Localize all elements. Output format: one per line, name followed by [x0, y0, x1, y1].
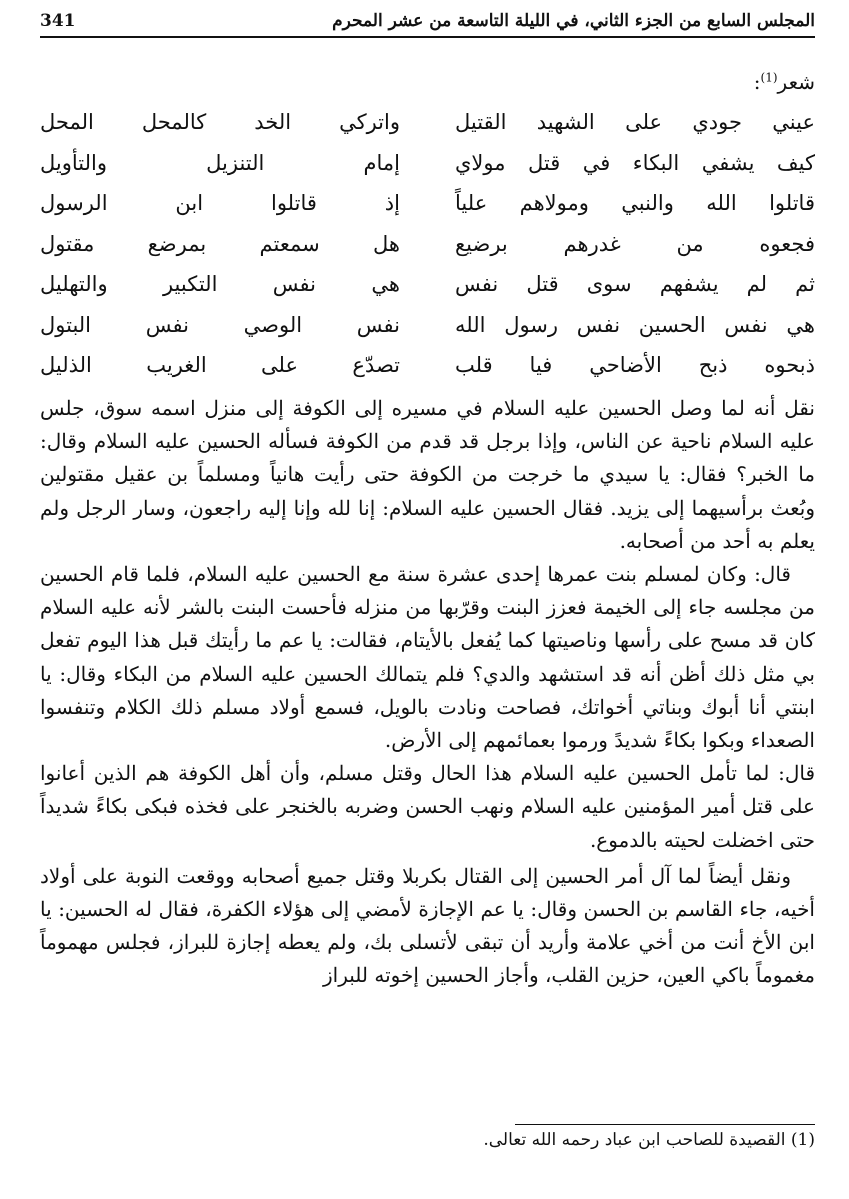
poem — [40, 110, 815, 394]
paragraph: قال: وكان لمسلم بنت عمرها إحدى عشرة سنة مع الحسين عليه السلام، فلما قام الحسين من مجلسه جاء إلى الخيمة فعزز البنت وقرّبها من منزله فأحست البنت بالشر لأنه عليه السلام كان قد مسح على رأسها وناصيتها كما يُفعل بالأيتام، فقالت: يا عم ما رأيتك قبل هذا اليوم تفعل بي مثل ذلك أظن أنه قد استشهد والدي؟ فلم يتمالك الحسين عليه السلام من البكاء وقال: يا ابنتي أنا أبوك وبناتي أخواتك، فصاحت ونادت بالويل، فسمع أولاد مسلم ذلك الكلام وتنفسوا الصعداء وبكوا بكاءً شديدً ورموا بعمائمهم إلى الأرض. — [40, 562, 815, 753]
hemistich-left: إذ قاتلوا ابن الرسول — [40, 191, 400, 215]
paragraph: نقل أنه لما وصل الحسين عليه السلام في مسيره إلى الكوفة إلى منزل اسمه سوق، جلس عليه السلام ناحية عن الناس، وإذا برجل قد قدم من الكوفة فسأله الحسين عليه السلام وقال: ما الخبر؟ فقال: يا سيدي ما خرجت من الكوفة حتى رأيت هانياً ومسلماً بن عقيل مقتولين وبُعث برأسيهما إلى يزيد. فقال الحسين عليه السلام: إنا لله وإنا إليه راجعون، وسار الرجل ولم يعلم به أحد من أصحابه. — [40, 396, 815, 553]
footnote — [483, 1130, 815, 1150]
hemistich-right: قاتلوا الله والنبي ومولاهم علياً — [455, 191, 815, 215]
page-number: 341 — [40, 11, 76, 31]
hemistich-right: ذبحوه ذبح الأضاحي فيا قلب — [455, 353, 815, 377]
hemistich-right: هي نفس الحسين نفس رسول الله — [455, 312, 815, 337]
footnote-divider — [515, 1124, 815, 1125]
verse — [40, 353, 815, 394]
footnote-marker: (1) — [790, 1130, 815, 1150]
hemistich-right: فجعوه من غدرهم برضيع — [455, 231, 815, 256]
paragraph: ونقل أيضاً لما آل أمر الحسين إلى القتال بكربلا وقتل جميع أصحابه ووقعت النوبة على أولاد أخيه، جاء القاسم بن الحسن وقال: يا عم الإجازة لأمضي إلى هؤلاء الكفرة، فقال له الحسين: يا ابن الأخ أنت من أخي علامة وأريد أن تبقى لأتسلى بك، ولم يعطه إجازة للبراز، فجلس مهموماً مغموماً باكي العين، حزين القلب، وأجاز الحسين إخوته للبراز — [40, 863, 815, 988]
footnote-text: القصيدة للصاحب ابن عباد رحمه الله تعالى. — [483, 1130, 786, 1150]
hemistich-right: ثم لم يشفهم سوى قتل نفس — [455, 272, 815, 296]
verse — [40, 232, 815, 273]
verse — [40, 191, 815, 232]
header-title: المجلس السابع من الجزء الثاني، في الليلة التاسعة من عشر المحرم — [332, 11, 815, 31]
hemistich-right: عيني جودي على الشهيد القتيل — [455, 110, 815, 134]
hemistich-left: إمام التنزيل والتأويل — [40, 150, 400, 175]
verse — [40, 151, 815, 192]
body-text — [40, 392, 815, 993]
hemistich-left: واتركي الخد كالمحل المحل — [40, 110, 400, 134]
paragraph: قال: لما تأمل الحسين عليه السلام هذا الحال وقتل مسلم، وأن أهل الكوفة هم الذين أعانوا على قتل أمير المؤمنين عليه السلام ونهب الحسن وضربه بالخنجر على فخذه فبكى بكاءً شديداً حتى اخضلت لحيته بالدموع. — [40, 761, 815, 852]
verse — [40, 272, 815, 313]
poem-title: شعر$^{(1)}$: — [753, 70, 815, 94]
hemistich-right: كيف يشفي البكاء في قتل مولاي — [455, 150, 815, 175]
hemistich-left: هل سمعتم بمرضع مقتول — [40, 231, 400, 256]
verse — [40, 110, 815, 151]
hemistich-left: نفس الوصي نفس البتول — [40, 312, 400, 337]
running-header — [40, 6, 815, 38]
hemistich-left: تصدّع على الغريب الذليل — [40, 353, 400, 377]
hemistich-left: هي نفس التكبير والتهليل — [40, 272, 400, 296]
verse — [40, 313, 815, 354]
footnote-marker: (1) — [760, 70, 778, 85]
